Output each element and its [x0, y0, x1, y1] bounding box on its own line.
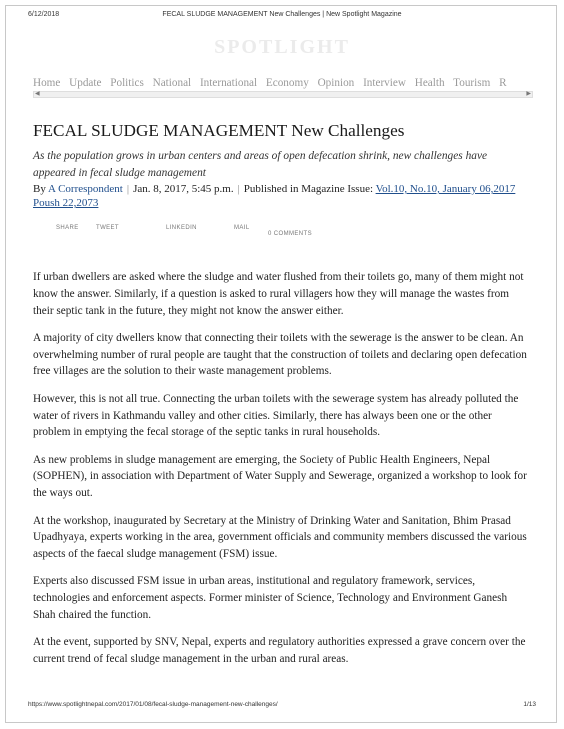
- share-button[interactable]: SHARE: [56, 225, 79, 231]
- scroll-left-icon[interactable]: ◀: [35, 91, 40, 97]
- article-paragraph: As new problems in sludge management are emerging, the Society of Public Health Engineers, Nepal (SOPHEN), in association with Department of Water Supply and Sewerage, organized a workshop to look for the ways out.: [33, 453, 527, 500]
- nav-item-home[interactable]: Home: [33, 77, 61, 89]
- author-link[interactable]: A Correspondent: [48, 183, 123, 195]
- article-paragraph: However, this is not all true. Connecting the urban toilets with the sewerage system has already polluted the water of rivers in Kathmandu valley and other cities. Similarly, there has always been one or the other problem in emptying the fecal storage of the septic tanks in rural households.: [33, 392, 519, 439]
- nav-item-update[interactable]: Update: [69, 77, 102, 89]
- article-body: [33, 269, 532, 678]
- article-paragraph: A majority of city dwellers know that connecting their toilets with the sewerage is the answer to be clean. An overwhelming number of rural people are taught that the construction of toilets and declaring open defecation free villages are the solution to their waste management problems.: [33, 331, 527, 378]
- nav-item-opinion[interactable]: Opinion: [317, 77, 355, 89]
- nav-item-economy[interactable]: Economy: [265, 77, 309, 89]
- article-date: Jan. 8, 2017, 5:45 p.m.: [133, 183, 234, 195]
- print-url: https://www.spotlightnepal.com/2017/01/08/fecal-sludge-management-new-challenges/: [28, 701, 278, 708]
- article-subtitle: As the population grows in urban centers and areas of open defecation shrink, new challenges have appeared in fecal sludge management: [33, 150, 488, 179]
- site-logo[interactable]: SPOTLIGHT: [214, 36, 350, 58]
- published-label: Published in Magazine Issue:: [243, 183, 374, 195]
- article-byline: [33, 182, 529, 210]
- nav-item-politics[interactable]: Politics: [110, 77, 144, 89]
- article-paragraph: If urban dwellers are asked where the sludge and water flushed from their toilets go, many of them might not know the answer. Similarly, if a question is asked to rural villagers how they will manage the wastes from their septic tank in the future, they might not know the answer either.: [33, 271, 524, 317]
- mail-button[interactable]: MAIL: [234, 225, 250, 231]
- byline-separator: |: [237, 183, 240, 195]
- nav-item-interview[interactable]: Interview: [363, 77, 406, 89]
- share-bar: [56, 225, 356, 245]
- print-date: 6/12/2018: [28, 11, 60, 18]
- print-page-title: FECAL SLUDGE MANAGEMENT New Challenges | New Spotlight Magazine: [162, 11, 402, 18]
- linkedin-button[interactable]: LINKEDIN: [166, 225, 197, 231]
- byline-by: By: [33, 183, 46, 195]
- main-nav: [33, 77, 533, 91]
- nav-scrollbar[interactable]: [33, 91, 533, 98]
- page-number: 1/13: [523, 701, 536, 708]
- scroll-right-icon[interactable]: ▶: [526, 91, 531, 97]
- nav-item-tourism[interactable]: Tourism: [453, 77, 491, 89]
- article-title: FECAL SLUDGE MANAGEMENT New Challenges: [33, 121, 405, 140]
- byline-separator: |: [126, 183, 130, 195]
- comments-link[interactable]: 0 COMMENTS: [268, 231, 313, 237]
- article-paragraph: Experts also discussed FSM issue in urban areas, institutional and regulatory framework, services, technologies and enforcement aspects. Former minister of Science, Technology and Environment Ganesh Shah chaired the function.: [33, 575, 508, 622]
- nav-item-national[interactable]: National: [152, 77, 192, 89]
- article-paragraph: At the event, supported by SNV, Nepal, experts and regulatory authorities expressed a grave concern over the current trend of fecal sludge management in the urban and rural areas.: [33, 636, 526, 666]
- nav-item-health[interactable]: Health: [414, 77, 445, 89]
- nav-item-truncated[interactable]: R: [499, 77, 507, 89]
- nav-item-international[interactable]: International: [199, 77, 258, 89]
- tweet-button[interactable]: TWEET: [96, 225, 119, 231]
- issue-link[interactable]: Vol.10, No.10, January 06,2017 Poush 22,2073: [33, 183, 516, 209]
- article-paragraph: At the workshop, inaugurated by Secretary at the Ministry of Drinking Water and Sanitation, Bhim Prasad Upadhyaya, experts working in the area, government officials and community members discussed the various aspects of the faecal sludge management (FSM) issue.: [33, 514, 527, 561]
